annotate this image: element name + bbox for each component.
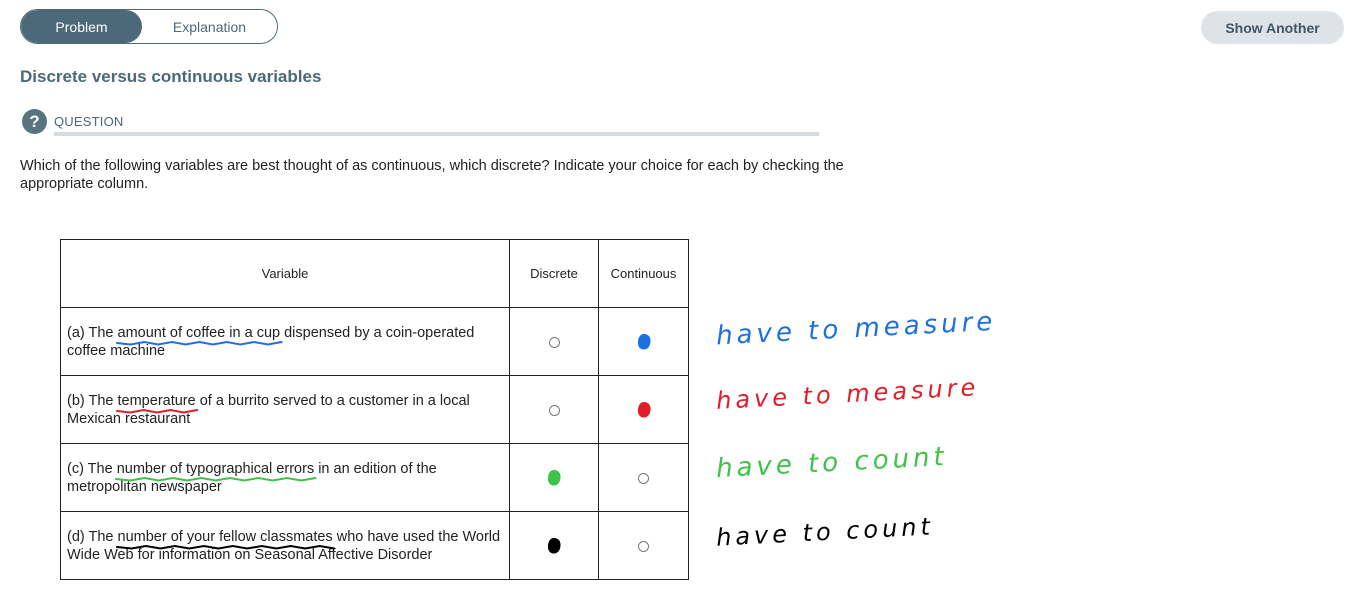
table-row [61, 444, 689, 512]
handwritten-notes [710, 300, 1010, 580]
ink-underlined-phrase: temperature [118, 392, 196, 410]
variable-text-pre: (a) The [67, 324, 118, 341]
header-variable: Variable [61, 240, 510, 308]
option-discrete-cell [510, 308, 599, 376]
ink-underlined-phrase: number of typographical errors [117, 460, 314, 478]
radio-button[interactable] [549, 337, 560, 348]
table-row [61, 512, 689, 580]
header-continuous: Continuous [599, 240, 689, 308]
handwritten-note: have to count [715, 512, 935, 552]
option-continuous-cell [599, 444, 689, 512]
ink-filled-radio[interactable] [635, 400, 653, 420]
ink-underlined-phrase: amount of coffee in a cup [118, 324, 281, 342]
radio-button[interactable] [638, 541, 649, 552]
question-header [22, 109, 124, 134]
variable-text-post: in an edition of the metropolitan newspaper [67, 460, 437, 495]
table-row [61, 308, 689, 376]
table-header-row [61, 240, 689, 308]
ink-filled-radio[interactable] [635, 332, 653, 352]
ink-underlined-phrase: number of your fellow classmates [118, 528, 333, 546]
radio-button[interactable] [549, 405, 560, 416]
option-continuous-cell [599, 308, 689, 376]
variable-text-pre: (b) The [67, 392, 118, 409]
show-another-button[interactable]: Show Another [1201, 11, 1344, 44]
question-label: QUESTION [54, 114, 124, 129]
handwritten-note: have to measure [715, 306, 997, 352]
variables-table [60, 239, 689, 580]
variable-cell [61, 376, 510, 444]
handwritten-note: have to count [715, 441, 949, 485]
tab-explanation[interactable]: Explanation [172, 18, 247, 35]
option-discrete-cell [510, 444, 599, 512]
radio-button[interactable] [638, 473, 649, 484]
variable-text-post: dispensed by a coin-operated coffee machine [67, 324, 475, 359]
problem-explanation-toggle [20, 9, 278, 44]
variable-text-post: who have used the World Wide Web for information on Seasonal Affective Disorder [67, 528, 501, 563]
question-prompt: Which of the following variables are best thought of as continuous, which discrete? Indicate your choice for each by checking the appropriate column. [20, 158, 844, 192]
variable-text-post: of a burrito served to a customer in a local Mexican restaurant [67, 392, 470, 427]
variable-cell [61, 444, 510, 512]
table-row [61, 376, 689, 444]
handwritten-note: have to measure [715, 373, 980, 415]
question-divider [54, 132, 819, 136]
variable-cell [61, 308, 510, 376]
header-discrete: Discrete [510, 240, 599, 308]
option-discrete-cell [510, 376, 599, 444]
variable-cell [61, 512, 510, 580]
tab-problem[interactable]: Problem [21, 10, 142, 43]
ink-filled-radio[interactable] [545, 536, 563, 556]
variable-text-pre: (d) The [67, 528, 118, 545]
ink-filled-radio[interactable] [545, 468, 563, 488]
page-title: Discrete versus continuous variables [20, 67, 322, 86]
variable-text-pre: (c) The [67, 460, 117, 477]
option-discrete-cell [510, 512, 599, 580]
option-continuous-cell [599, 512, 689, 580]
question-mark-icon: ? [22, 109, 47, 134]
option-continuous-cell [599, 376, 689, 444]
